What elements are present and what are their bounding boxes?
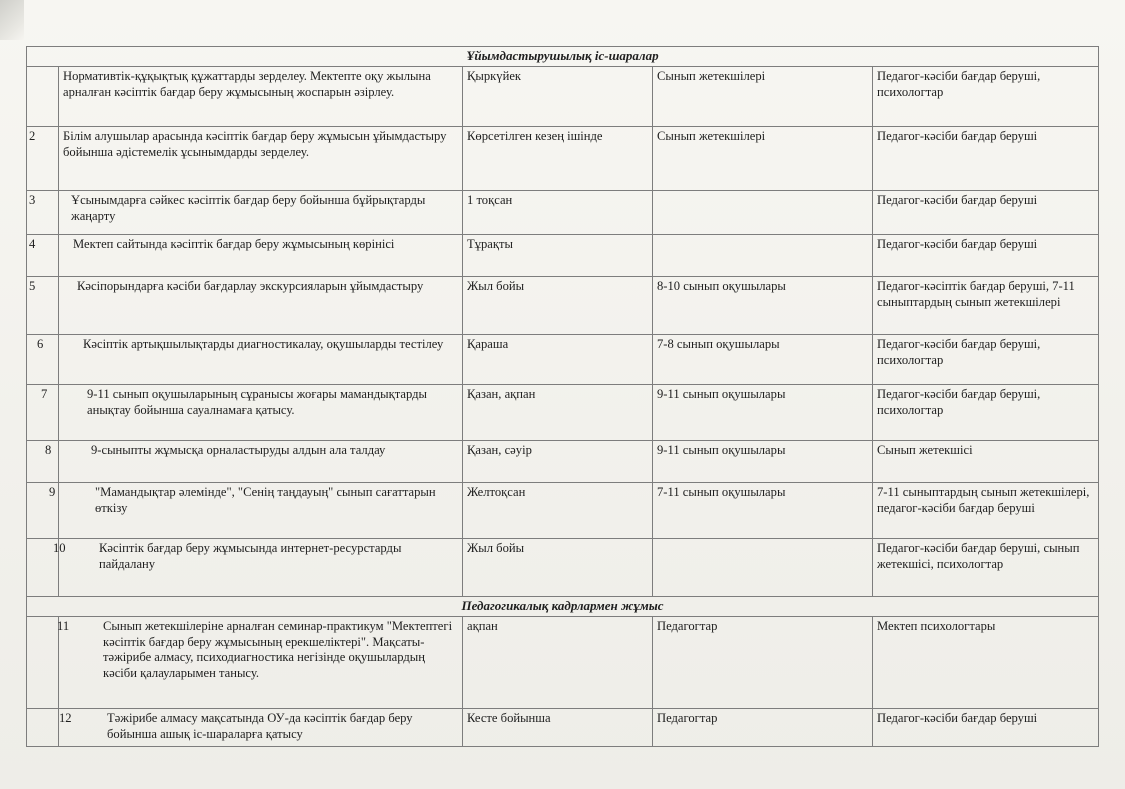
responsible-cell: Педагог-кәсіби бағдар беруші	[873, 709, 1099, 747]
time-cell: ақпан	[463, 617, 653, 709]
table-row	[27, 67, 1099, 127]
task-cell: Кәсіптік бағдар беру жұмысында интернет-ресурстарды пайдалану	[59, 539, 463, 597]
responsible-cell: Педагог-кәсіби бағдар беруші, сынып жетекшісі, психологтар	[873, 539, 1099, 597]
task-cell: 9-11 сынып оқушыларының сұранысы жоғары мамандықтарды анықтау бойынша сауалнамаға қатысу.	[59, 385, 463, 441]
table-row	[27, 539, 1099, 597]
time-cell: Кесте бойынша	[463, 709, 653, 747]
table-row	[27, 235, 1099, 277]
plan-table	[26, 46, 1099, 747]
responsible-cell: Педагог-кәсіби бағдар беруші	[873, 191, 1099, 235]
task-cell: "Мамандықтар әлемінде", "Сенің таңдауың" сынып сағаттарын өткізу	[59, 483, 463, 539]
time-cell: Көрсетілген кезең ішінде	[463, 127, 653, 191]
participants-cell	[653, 191, 873, 235]
participants-cell	[653, 539, 873, 597]
time-cell: Қазан, ақпан	[463, 385, 653, 441]
participants-cell: 7-8 сынып оқушылары	[653, 335, 873, 385]
task-cell: Кәсіпорындарға кәсіби бағдарлау экскурсияларын ұйымдастыру	[59, 277, 463, 335]
table-row	[27, 191, 1099, 235]
time-cell: Қазан, сәуір	[463, 441, 653, 483]
row-number: 4	[27, 235, 59, 277]
participants-cell: 8-10 сынып оқушылары	[653, 277, 873, 335]
table-row	[27, 709, 1099, 747]
time-cell: Тұрақты	[463, 235, 653, 277]
table-row	[27, 277, 1099, 335]
table-row	[27, 385, 1099, 441]
task-cell: Нормативтік-құқықтық құжаттарды зерделеу. Мектепте оқу жылына арналған кәсіптік бағдар беру жұмысының жоспарын әзірлеу.	[59, 67, 463, 127]
table-row	[27, 617, 1099, 709]
table-row	[27, 441, 1099, 483]
task-cell: Сынып жетекшілеріне арналған семинар-практикум "Мектептегі кәсіптік бағдар беру жұмысының ерекшеліктері". Мақсаты-тәжірибе алмасу, психодиагностика негізінде оқушылардың кәсіби қалауларымен танысу.	[59, 617, 463, 709]
responsible-cell: Педагог-кәсіби бағдар беруші, психологтар	[873, 385, 1099, 441]
row-number: 12	[27, 709, 59, 747]
time-cell: Жыл бойы	[463, 539, 653, 597]
row-number: 9	[27, 483, 59, 539]
time-cell: Қыркүйек	[463, 67, 653, 127]
responsible-cell: Педагог-кәсіби бағдар беруші	[873, 235, 1099, 277]
row-number: 5	[27, 277, 59, 335]
participants-cell: 7-11 сынып оқушылары	[653, 483, 873, 539]
table-row	[27, 127, 1099, 191]
row-number: 6	[27, 335, 59, 385]
responsible-cell: Мектеп психологтары	[873, 617, 1099, 709]
responsible-cell: Педагог-кәсіби бағдар беруші, психологтар	[873, 67, 1099, 127]
participants-cell: Сынып жетекшілері	[653, 67, 873, 127]
responsible-cell: Педагог-кәсіби бағдар беруші, психологтар	[873, 335, 1099, 385]
task-cell: Кәсіптік артықшылықтарды диагностикалау, оқушыларды тестілеу	[59, 335, 463, 385]
section-header-row	[27, 597, 1099, 617]
table-row	[27, 483, 1099, 539]
participants-cell: Сынып жетекшілері	[653, 127, 873, 191]
participants-cell: Педагогтар	[653, 709, 873, 747]
table-row	[27, 335, 1099, 385]
time-cell: Жыл бойы	[463, 277, 653, 335]
participants-cell: 9-11 сынып оқушылары	[653, 441, 873, 483]
task-cell: Білім алушылар арасында кәсіптік бағдар беру жұмысын ұйымдастыру бойынша әдістемелік ұсынымдарды зерделеу.	[59, 127, 463, 191]
task-cell: Ұсынымдарға сәйкес кәсіптік бағдар беру бойынша бұйрықтарды жаңарту	[59, 191, 463, 235]
participants-cell	[653, 235, 873, 277]
time-cell: Желтоқсан	[463, 483, 653, 539]
section-title-org: Ұйымдастырушылық іс-шаралар	[27, 47, 1099, 67]
row-number	[27, 67, 59, 127]
task-cell: Мектеп сайтында кәсіптік бағдар беру жұмысының көрінісі	[59, 235, 463, 277]
time-cell: Қараша	[463, 335, 653, 385]
responsible-cell: Сынып жетекшісі	[873, 441, 1099, 483]
row-number: 10	[27, 539, 59, 597]
responsible-cell: 7-11 сыныптардың сынып жетекшілері, педагог-кәсіби бағдар беруші	[873, 483, 1099, 539]
row-number: 2	[27, 127, 59, 191]
responsible-cell: Педагог-кәсіби бағдар беруші	[873, 127, 1099, 191]
task-cell: Тәжірибе алмасу мақсатында ОУ-да кәсіптік бағдар беру бойынша ашық іс-шараларға қатысу	[59, 709, 463, 747]
participants-cell: Педагогтар	[653, 617, 873, 709]
section-header-row	[27, 47, 1099, 67]
time-cell: 1 тоқсан	[463, 191, 653, 235]
row-number: 8	[27, 441, 59, 483]
row-number: 3	[27, 191, 59, 235]
participants-cell: 9-11 сынып оқушылары	[653, 385, 873, 441]
page-fold-shadow	[0, 0, 24, 40]
row-number: 7	[27, 385, 59, 441]
row-number: 11	[27, 617, 59, 709]
section-title-ped: Педагогикалық кадрлармен жұмыс	[27, 597, 1099, 617]
responsible-cell: Педагог-кәсіптік бағдар беруші, 7-11 сыныптардың сынып жетекшілері	[873, 277, 1099, 335]
task-cell: 9-сыныпты жұмысқа орналастыруды алдын ала талдау	[59, 441, 463, 483]
